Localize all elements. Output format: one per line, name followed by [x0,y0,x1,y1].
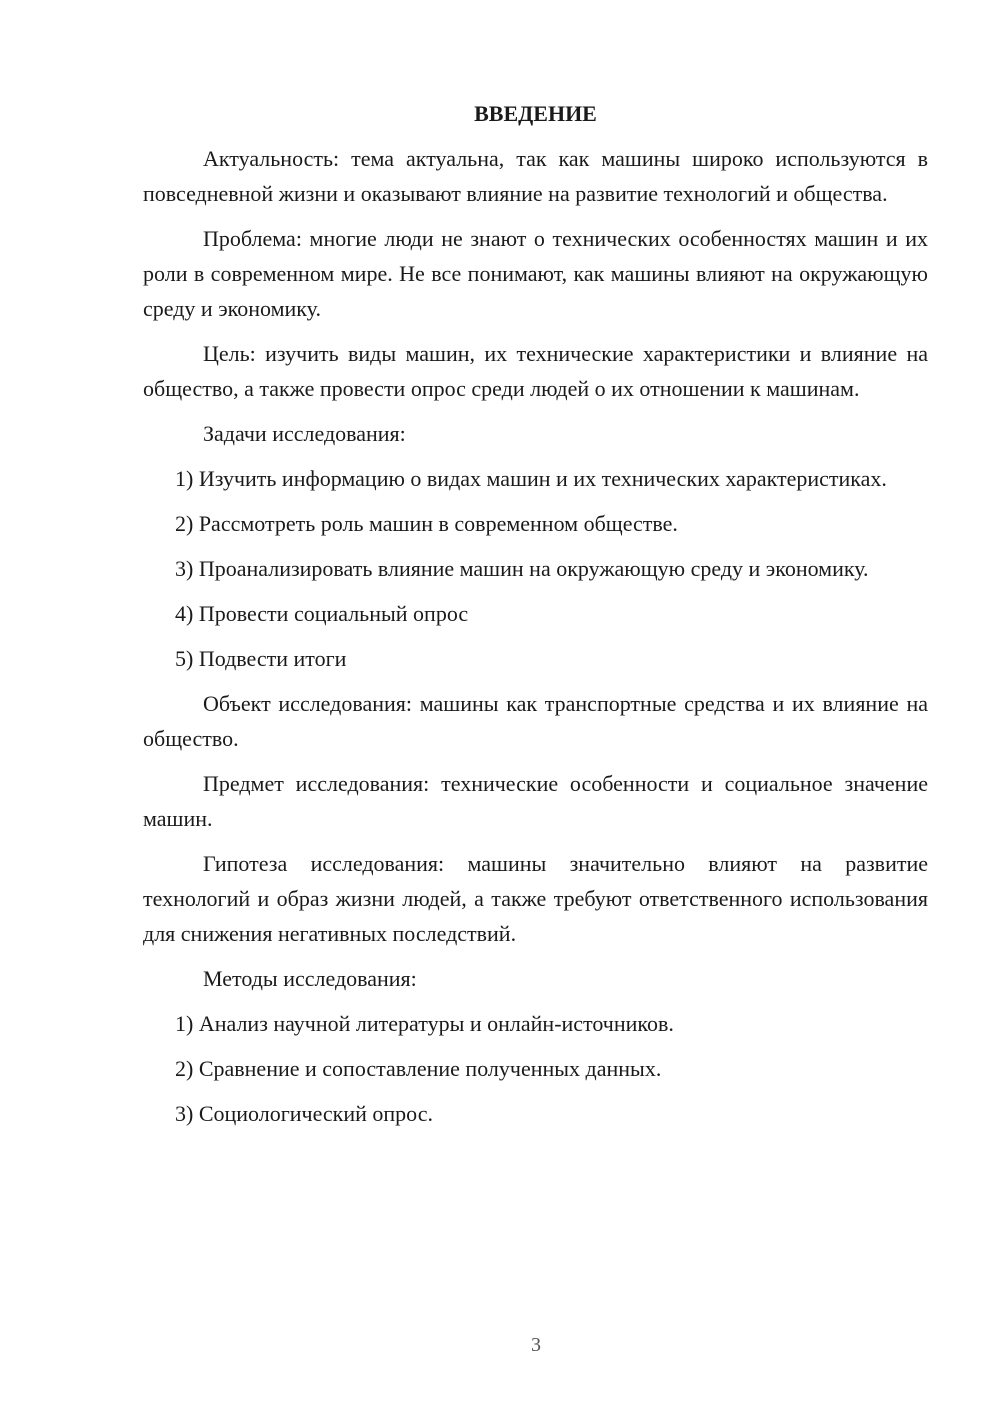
methods-heading: Методы исследования: [203,966,417,991]
object-paragraph: Объект исследования: машины как транспортные средства и их влияние на общество. [143,691,928,751]
page-number: 3 [531,1334,541,1356]
task-item-3: 3) Проанализировать влияние машин на окружающую среду и экономику. [175,556,869,581]
subject-paragraph: Предмет исследования: технические особенности и социальное значение машин. [143,771,928,831]
method-item-3: 3) Социологический опрос. [175,1101,433,1126]
task-item-2: 2) Рассмотреть роль машин в современном обществе. [175,511,678,536]
section-title: ВВЕДЕНИЕ [474,101,597,126]
problem-paragraph: Проблема: многие люди не знают о технических особенностях машин и их роли в современном мире. Не все понимают, как машины влияют на окружающую среду и экономику. [143,226,928,321]
task-item-1: 1) Изучить информацию о видах машин и их технических характеристиках. [175,466,887,491]
task-item-4: 4) Провести социальный опрос [175,601,469,626]
method-item-2: 2) Сравнение и сопоставление полученных данных. [175,1056,662,1081]
relevance-paragraph: Актуальность: тема актуальна, так как машины широко используются в повседневной жизни и оказывают влияние на развитие технологий и общества. [143,146,928,206]
hypothesis-paragraph: Гипотеза исследования: машины значительно влияют на развитие технологий и образ жизни людей, а также требуют ответственного использования для снижения негативных последствий. [143,851,928,946]
method-item-1: 1) Анализ научной литературы и онлайн-источников. [175,1011,674,1036]
task-item-5: 5) Подвести итоги [175,646,347,671]
tasks-heading: Задачи исследования: [203,421,406,446]
goal-paragraph: Цель: изучить виды машин, их технические характеристики и влияние на общество, а также провести опрос среди людей о их отношении к машинам. [143,341,928,401]
document-body [143,96,928,1141]
